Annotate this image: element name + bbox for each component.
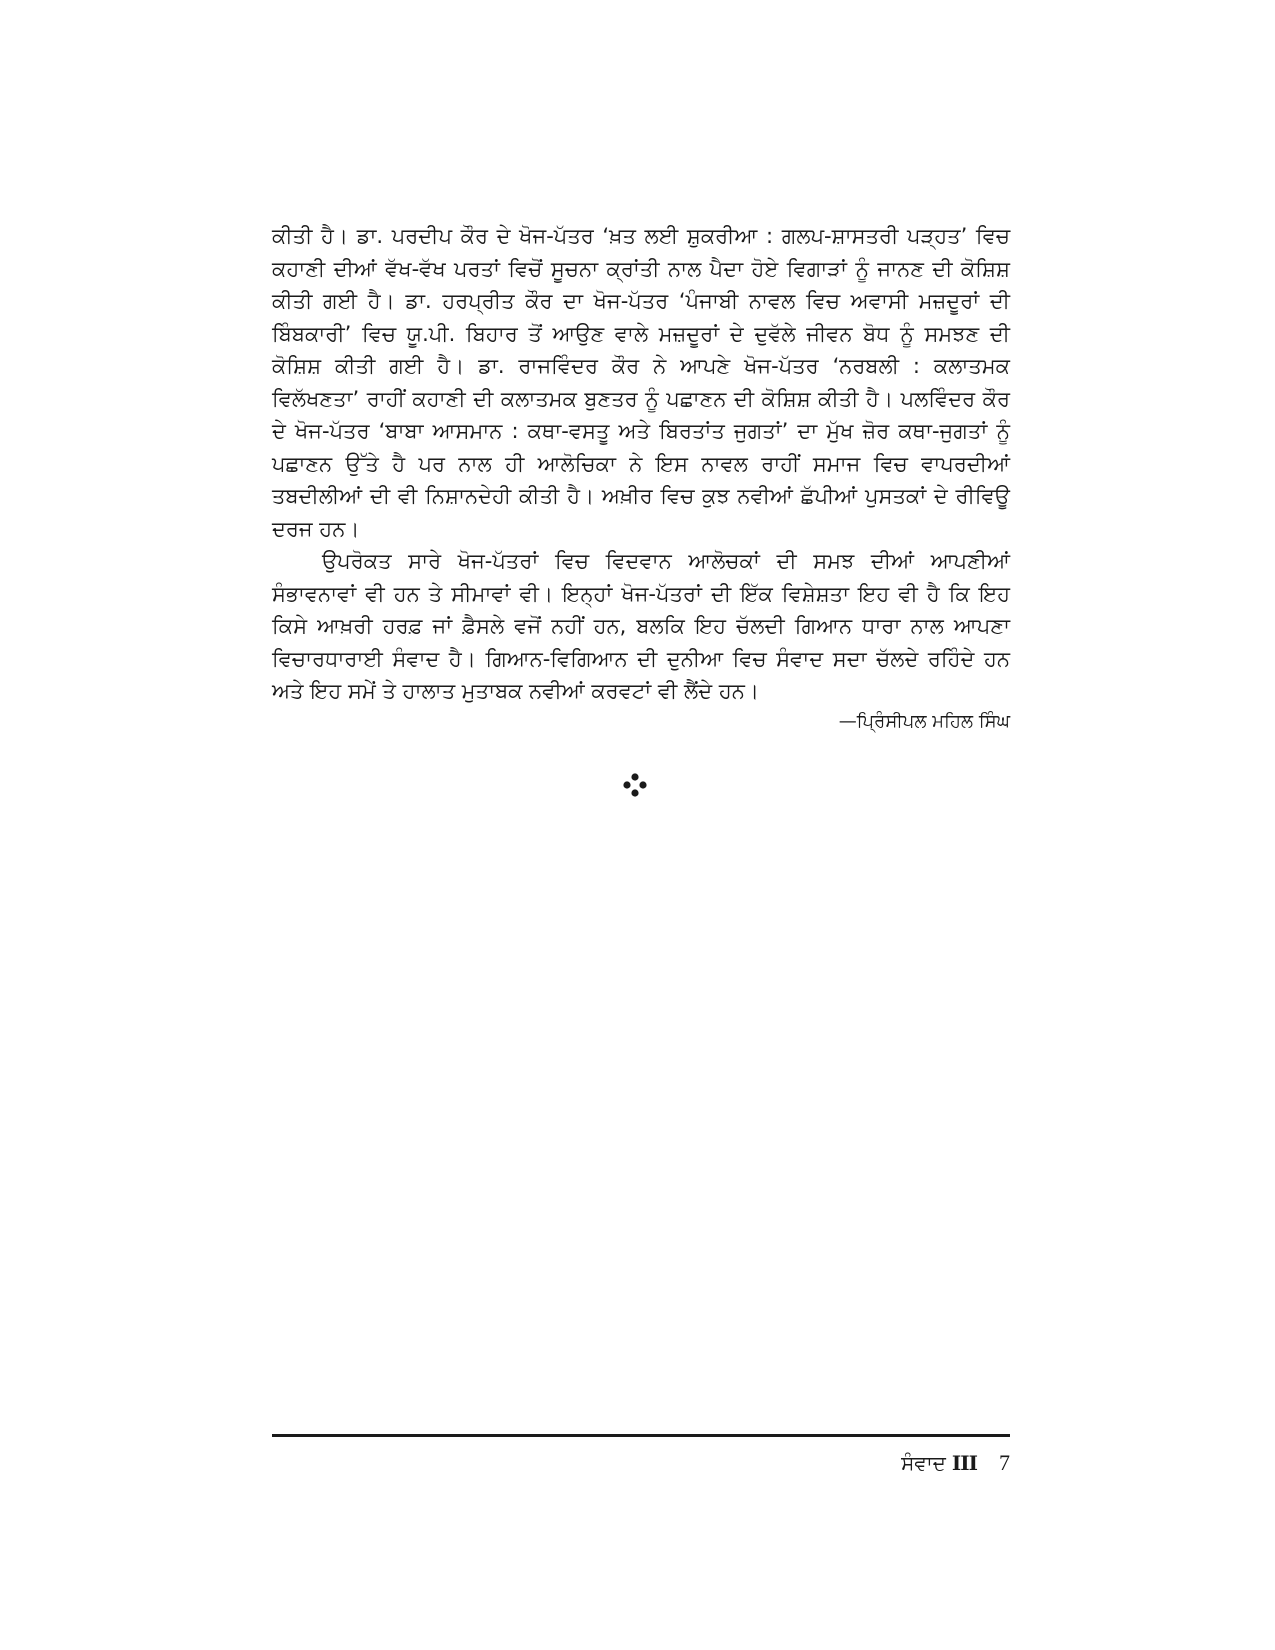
footer-rule	[272, 1434, 1010, 1437]
issue-mark: III	[951, 1451, 977, 1475]
signature: —ਪ੍ਰਿੰਸੀਪਲ ਮਹਿਲ ਸਿੰਘ	[838, 710, 1010, 732]
page-number: 7	[999, 1450, 1010, 1475]
body-text	[272, 220, 1010, 736]
page-footer	[272, 1446, 1010, 1480]
paragraph-1: ਕੀਤੀ ਹੈ। ਡਾ. ਪਰਦੀਪ ਕੌਰ ਦੇ ਖੋਜ-ਪੱਤਰ ‘ਖ਼ਤ ਲਈ ਸ਼ੁਕਰੀਆ : ਗਲਪ-ਸ਼ਾਸਤਰੀ ਪੜ੍ਹਤ’ ਵਿਚ ਕਹਾਣੀ ਦੀਆਂ ਵੱਖ-ਵੱਖ ਪਰਤਾਂ ਵਿਚੋਂ ਸੂਚਨਾ ਕ੍ਰਾਂਤੀ ਨਾਲ ਪੈਦਾ ਹੋਏ ਵਿਗਾੜਾਂ ਨੂੰ ਜਾਨਣ ਦੀ ਕੋਸ਼ਿਸ਼ ਕੀਤੀ ਗਈ ਹੈ। ਡਾ. ਹਰਪ੍ਰੀਤ ਕੌਰ ਦਾ ਖੋਜ-ਪੱਤਰ ‘ਪੰਜਾਬੀ ਨਾਵਲ ਵਿਚ ਅਵਾਸੀ ਮਜ਼ਦੂਰਾਂ ਦੀ ਬਿੰਬਕਾਰੀ’ ਵਿਚ ਯੂ.ਪੀ. ਬਿਹਾਰ ਤੋਂ ਆਉਣ ਵਾਲੇ ਮਜ਼ਦੂਰਾਂ ਦੇ ਦੁਵੱਲੇ ਜੀਵਨ ਬੋਧ ਨੂੰ ਸਮਝਣ ਦੀ ਕੋਸ਼ਿਸ਼ ਕੀਤੀ ਗਈ ਹੈ। ਡਾ. ਰਾਜਵਿੰਦਰ ਕੌਰ ਨੇ ਆਪਣੇ ਖੋਜ-ਪੱਤਰ ‘ਨਰਬਲੀ : ਕਲਾਤਮਕ ਵਿਲੱਖਣਤਾ’ ਰਾਹੀਂ ਕਹਾਣੀ ਦੀ ਕਲਾਤਮਕ ਬੁਣਤਰ ਨੂੰ ਪਛਾਣਨ ਦੀ ਕੋਸ਼ਿਸ਼ ਕੀਤੀ ਹੈ। ਪਲਵਿੰਦਰ ਕੌਰ ਦੇ ਖੋਜ-ਪੱਤਰ ‘ਬਾਬਾ ਆਸਮਾਨ : ਕਥਾ-ਵਸਤੂ ਅਤੇ ਬਿਰਤਾਂਤ ਜੁਗਤਾਂ’ ਦਾ ਮੁੱਖ ਜ਼ੋਰ ਕਥਾ-ਜੁਗਤਾਂ ਨੂੰ ਪਛਾਣਨ ਉੱਤੇ ਹੈ ਪਰ ਨਾਲ ਹੀ ਆਲੋਚਿਕਾ ਨੇ ਇਸ ਨਾਵਲ ਰਾਹੀਂ ਸਮਾਜ ਵਿਚ ਵਾਪਰਦੀਆਂ ਤਬਦੀਲੀਆਂ ਦੀ ਵੀ ਨਿਸ਼ਾਨਦੇਹੀ ਕੀਤੀ ਹੈ। ਅਖ਼ੀਰ ਵਿਚ ਕੁਝ ਨਵੀਆਂ ਛੱਪੀਆਂ ਪੁਸਤਕਾਂ ਦੇ ਰੀਵਿਊ ਦਰਜ ਹਨ।	[272, 224, 1010, 541]
four-dot-ornament-icon	[622, 772, 648, 798]
journal-name: ਸੰਵਾਦ	[901, 1451, 946, 1475]
paragraph-2: ਉਪਰੋਕਤ ਸਾਰੇ ਖੋਜ-ਪੱਤਰਾਂ ਵਿਚ ਵਿਦਵਾਨ ਆਲੋਚਕਾਂ ਦੀ ਸਮਝ ਦੀਆਂ ਆਪਣੀਆਂ ਸੰਭਾਵਨਾਵਾਂ ਵੀ ਹਨ ਤੇ ਸੀਮਾਵਾਂ ਵੀ। ਇਨ੍ਹਾਂ ਖੋਜ-ਪੱਤਰਾਂ ਦੀ ਇੱਕ ਵਿਸ਼ੇਸ਼ਤਾ ਇਹ ਵੀ ਹੈ ਕਿ ਇਹ ਕਿਸੇ ਆਖ਼ਰੀ ਹਰਫ਼ ਜਾਂ ਫ਼ੈਸਲੇ ਵਜੋਂ ਨਹੀਂ ਹਨ, ਬਲਕਿ ਇਹ ਚੱਲਦੀ ਗਿਆਨ ਧਾਰਾ ਨਾਲ ਆਪਣਾ ਵਿਚਾਰਧਾਰਾਈ ਸੰਵਾਦ ਹੈ। ਗਿਆਨ-ਵਿਗਿਆਨ ਦੀ ਦੁਨੀਆ ਵਿਚ ਸੰਵਾਦ ਸਦਾ ਚੱਲਦੇ ਰਹਿੰਦੇ ਹਨ ਅਤੇ ਇਹ ਸਮੇਂ ਤੇ ਹਾਲਾਤ ਮੁਤਾਬਕ ਨਵੀਆਂ ਕਰਵਟਾਂ ਵੀ ਲੈਂਦੇ ਹਨ।	[272, 549, 1010, 703]
